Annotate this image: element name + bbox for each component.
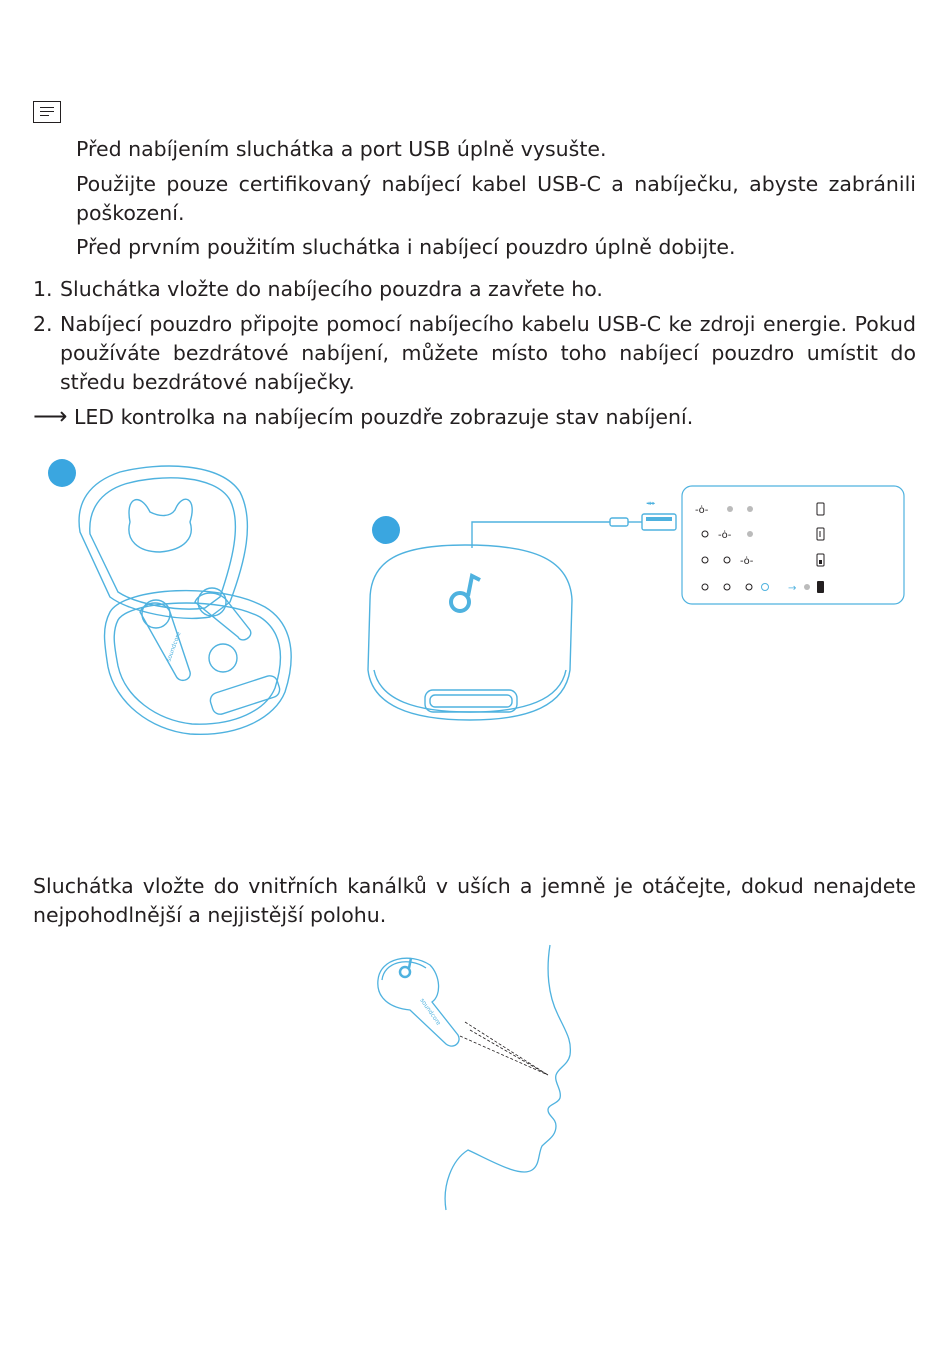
note-1: Před nabíjením sluchátka a port USB úplně vysušte. <box>76 137 607 161</box>
step-number: 2. <box>33 312 53 336</box>
step-text: Nabíjecí pouzdro připojte pomocí nabíjecího kabelu USB-C ke zdroji energie. Pokud používáte bezdrátové nabíjení, můžete místo toho nabíjecí pouzdro umístit do středu bezdrátové nabíječky. <box>60 312 916 394</box>
svg-text:-ȯ-: -ȯ- <box>718 530 732 541</box>
svg-text:→: → <box>788 583 797 594</box>
note-2: Použijte pouze certifikovaný nabíjecí kabel USB-C a nabíječku, abyste zabránili poškození. <box>76 172 916 225</box>
arrow-icon: ⟶ <box>33 402 68 430</box>
note-3: Před prvním použitím sluchátka i nabíjecí pouzdro úplně dobijte. <box>76 235 736 259</box>
note-icon <box>33 101 61 123</box>
closed-case-illustration <box>360 480 920 730</box>
step-1 <box>33 275 916 304</box>
usb-icon: ⭼ <box>646 497 656 512</box>
brand-label: soundcore <box>418 997 443 1027</box>
ear-fit-illustration <box>370 940 590 1215</box>
brand-label: soundcore <box>165 630 183 663</box>
result-text: LED kontrolka na nabíjecím pouzdře zobrazuje stav nabíjení. <box>73 405 694 429</box>
step-number: 1. <box>33 277 53 301</box>
open-case-illustration <box>70 462 310 747</box>
fit-instruction: Sluchátka vložte do vnitřních kanálků v uších a jemně je otáčejte, dokud nenajdete nejpohodlnější a nejjistější polohu. <box>33 874 916 927</box>
result-line <box>33 402 916 432</box>
svg-text:-ȯ-: -ȯ- <box>695 505 709 516</box>
step-2 <box>33 310 916 400</box>
svg-text:-ȯ-: -ȯ- <box>740 556 754 567</box>
step-text: Sluchátka vložte do nabíjecího pouzdra a zavřete ho. <box>60 277 603 301</box>
